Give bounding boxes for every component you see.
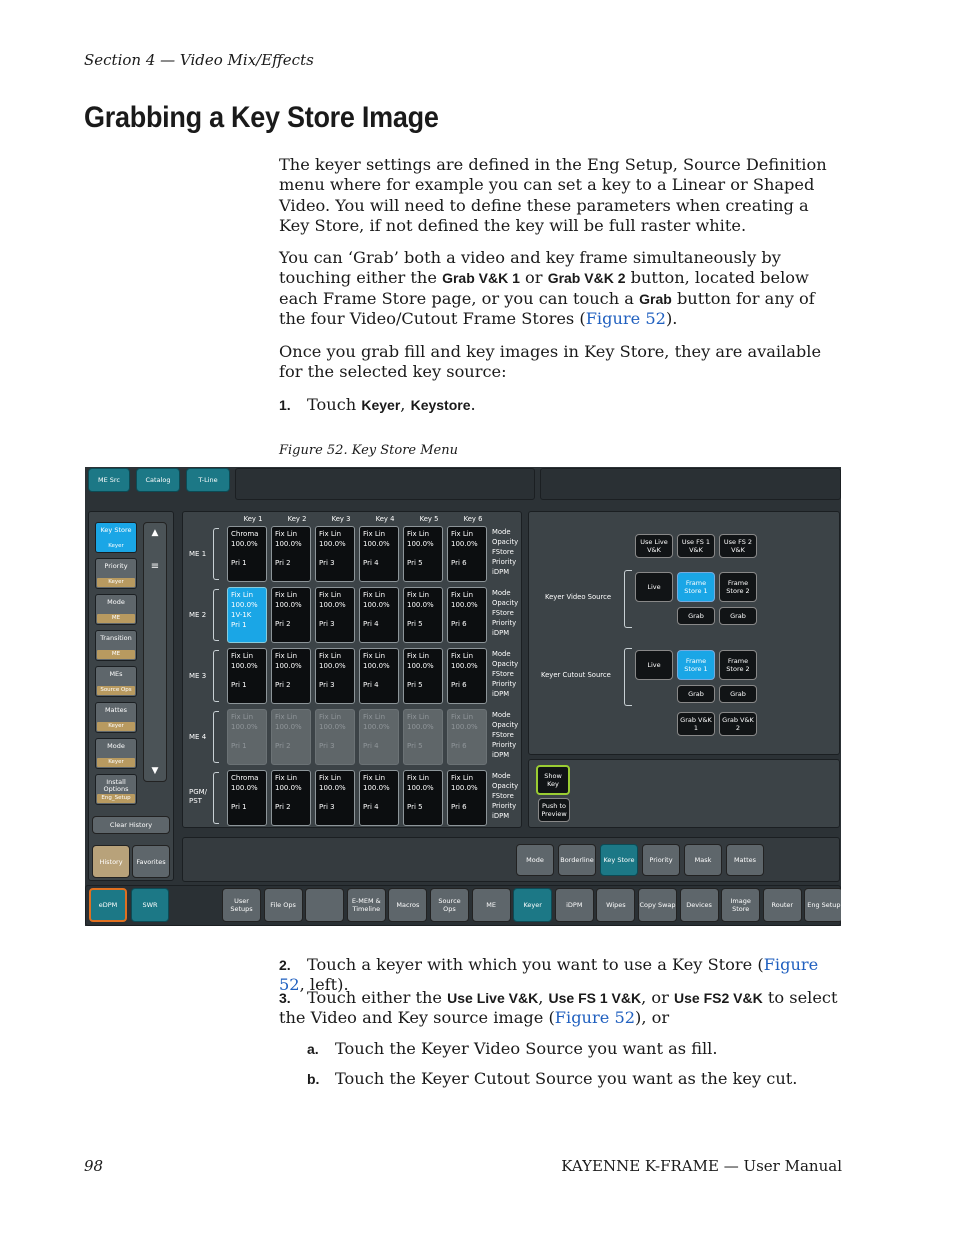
sub-tab[interactable]: Priority [642,844,680,876]
scroll-grip-icon[interactable]: ≡ [150,561,160,572]
page-title: Grabbing a Key Store Image [84,101,439,134]
keyer-cell-line: Pri 5 [407,742,423,750]
row-legend [492,588,518,638]
keyer-cell-line: Pri 2 [275,681,291,689]
keyer-cell-line: Pri 3 [319,559,335,567]
bottom-tab[interactable]: Source Ops [430,888,469,922]
paragraph-2: You can ‘Grab’ both a video and key frame simultaneously by touching either the Grab V&K 1 or Grab V&K 2 button, located below each Frame Store page, or you can touch a Grab button for any of the four Video/Cutout Frame Stores (Figure 52). [279,248,815,328]
row-bracket [213,528,219,580]
keyer-cell-line: Chroma [231,774,259,782]
row-legend-item: Priority [492,741,517,749]
keyer-cell-line: 100.0% [407,723,434,731]
keyer-cell[interactable] [359,587,399,643]
keyer-cell-line: Pri 4 [363,559,379,567]
row-legend-item: Opacity [492,538,519,546]
keyer-video-source-label: Keyer Video Source [545,593,612,601]
keyer-cell-line: Pri 2 [275,559,291,567]
sub-tab-bar [182,837,840,882]
keyer-cell-line: Fix Lin [451,530,474,538]
row-legend-item: FStore [492,792,514,800]
keyer-cell[interactable] [447,709,487,765]
keyer-cell[interactable] [447,526,487,582]
section-header: Section 4 — Video Mix/Effects [84,51,314,69]
row-bracket [213,650,219,702]
row-legend-item: FStore [492,548,514,556]
keyer-cell-line: Pri 6 [451,681,467,689]
keyer-cell[interactable] [315,648,355,704]
keyer-cell-line: Fix Lin [407,530,430,538]
keyer-cell-line: Fix Lin [451,713,474,721]
keyer-cell-line: Fix Lin [231,713,254,721]
bottom-tab[interactable]: Keyer [513,888,552,922]
swr-button[interactable]: SWR [131,888,169,922]
keyer-cell-line: Fix Lin [319,774,342,782]
keyer-cell-line: Pri 4 [363,620,379,628]
tab-me-src[interactable]: ME Src [88,468,130,492]
keyer-cell-line: Pri 5 [407,803,423,811]
keyer-cell[interactable] [271,526,311,582]
grab-vk1-button[interactable]: Grab V&K 1 [677,712,715,736]
bottom-bar [85,885,841,926]
sidebar-item-sub: ME [97,614,135,623]
tab-catalog[interactable]: Catalog [136,468,180,492]
step-2: 2. Touch a keyer with which you want to use a Key Store (Figure 52, left). [279,955,819,995]
sidebar-item[interactable] [95,594,137,625]
keyer-cell[interactable] [403,648,443,704]
sidebar [88,511,174,881]
sidebar-item-label: Mode [107,742,125,750]
keyer-cell-line: Fix Lin [363,652,386,660]
keyer-cell-line: Fix Lin [275,774,298,782]
keyer-cell-line: Pri 5 [407,620,423,628]
step-1: 1. Touch Keyer, Keystore. [279,395,476,414]
keyer-cell-line: Fix Lin [407,713,430,721]
sidebar-item[interactable] [95,558,137,589]
keyer-cell-line: Fix Lin [319,652,342,660]
row-legend-item: iDPM [492,812,510,820]
cutout-grab-fs1-button[interactable]: Grab [677,685,715,703]
row-legend-item: Priority [492,558,517,566]
keyer-cell-line: Pri 4 [363,803,379,811]
keyer-cell-line: Fix Lin [319,713,342,721]
keyer-cell[interactable] [403,587,443,643]
row-legend-item: Priority [492,680,517,688]
row-legend-item: Priority [492,619,517,627]
keyer-cell-line: Pri 4 [363,742,379,750]
cutout-frame-store-2-button[interactable]: Frame Store 2 [719,650,757,680]
sidebar-item-label: Mattes [104,706,128,714]
keyer-cell-line: Fix Lin [407,774,430,782]
keyer-cell-line: Pri 1 [231,742,247,750]
sidebar-item-sub: Source Ops [97,686,135,695]
figure-caption: Figure 52. Key Store Menu [279,443,458,458]
key-header: Key 1 [243,515,263,523]
key-header: Key 3 [331,515,351,523]
keyer-cell[interactable] [271,709,311,765]
keyer-cell[interactable] [315,709,355,765]
key-store-menu-screenshot [85,467,841,926]
sub-tab[interactable]: Mode [516,844,554,876]
sidebar-item[interactable] [95,774,137,805]
bottom-tab[interactable] [305,888,344,922]
row-legend-item: Mode [492,772,511,780]
step-3b: b. Touch the Keyer Cutout Source you want as the key cut. [307,1069,798,1088]
row-legend-item: Mode [492,589,511,597]
keyer-cell-line: Pri 1 [231,559,247,567]
key-header: Key 2 [287,515,307,523]
sidebar-item[interactable] [95,702,137,733]
row-legend-item: Opacity [492,599,519,607]
keyer-cell-line: Pri 6 [451,803,467,811]
bottom-tab[interactable]: E-MEM & Timeline [347,888,386,922]
keyer-cell-line: Fix Lin [231,591,254,599]
keyer-cell-line: 100.0% [451,784,478,792]
edpm-button[interactable]: eDPM [89,888,127,922]
row-legend [492,771,518,821]
keyer-cell[interactable] [403,526,443,582]
keyer-cell-line: 1V-1K [231,611,252,619]
keyer-cell[interactable] [271,587,311,643]
row-label: ME 3 [189,672,207,680]
paragraph-3: Once you grab fill and key images in Key Store, they are available for the selected key source: [279,342,822,382]
keyer-cell-line: 100.0% [319,784,346,792]
bottom-tab[interactable]: Eng Setup [804,888,841,922]
bottom-tab[interactable]: Devices [680,888,719,922]
row-bracket [213,772,219,824]
page-number: 98 [84,1157,104,1175]
row-legend-item: Mode [492,711,511,719]
keyer-cell-line: Pri 3 [319,803,335,811]
row-label: ME 2 [189,611,207,619]
figure-link-3[interactable]: Figure 52 [554,1008,636,1028]
keyer-cell-line: 100.0% [231,540,258,548]
video-live-button[interactable]: Live [635,572,673,602]
top-blank-panel-2 [540,468,841,500]
keyer-cell-line: Pri 6 [451,620,467,628]
keyer-cell-line: Fix Lin [319,530,342,538]
keyer-cell[interactable] [227,526,267,582]
key-header: Key 6 [463,515,483,523]
keyer-cell-line: Pri 1 [231,803,247,811]
sidebar-item-label: Mode [107,598,125,606]
keyer-cell-line: Fix Lin [451,774,474,782]
row-label: ME 4 [189,733,207,741]
keyer-cell-line: Pri 2 [275,620,291,628]
keyer-cell-line: 100.0% [231,662,258,670]
manual-title: KAYENNE K-FRAME — User Manual [561,1157,842,1175]
sidebar-item-sub: Keyer [97,578,135,587]
keyer-cell-line: Fix Lin [231,652,254,660]
keyer-cell-line: Fix Lin [319,591,342,599]
scroll-up-icon[interactable]: ▲ [151,528,159,538]
row-legend-item: FStore [492,731,514,739]
sidebar-item[interactable] [95,630,137,661]
sidebar-item-sub: Eng_Setup [97,794,135,803]
keyer-cell-line: 100.0% [319,540,346,548]
video-grab-fs1-button[interactable]: Grab [677,607,715,625]
keyer-cell[interactable] [227,709,267,765]
keyer-cell-line: Pri 1 [231,621,247,629]
keyer-cell[interactable] [447,648,487,704]
keyer-cell[interactable] [359,770,399,826]
figure-link[interactable]: Figure 52 [585,308,666,328]
keyer-cell-line: 100.0% [319,662,346,670]
video-frame-store-2-button[interactable]: Frame Store 2 [719,572,757,602]
keyer-cell[interactable] [315,587,355,643]
video-grab-fs2-button[interactable]: Grab [719,607,757,625]
keyer-cell-line: Pri 6 [451,559,467,567]
keyer-cell-line: 100.0% [407,601,434,609]
sidebar-scrollbar[interactable] [143,522,167,782]
keyer-cell-line: 100.0% [231,601,258,609]
keyer-cell-line: 100.0% [451,540,478,548]
keyer-cell-line: Fix Lin [363,774,386,782]
row-label: PGM/ PST [189,788,208,805]
keyer-cell-line: 100.0% [363,723,390,731]
sub-tab[interactable]: Mattes [726,844,764,876]
keyer-cell-line: Fix Lin [275,591,298,599]
row-legend [492,649,518,699]
row-legend-item: iDPM [492,751,510,759]
keyer-cell-line: Pri 4 [363,681,379,689]
sub-tab[interactable]: Mask [684,844,722,876]
use-live-vk-button[interactable]: Use Live V&K [635,534,673,558]
preview-panel [528,759,840,828]
use-fs2-vk-button[interactable]: Use FS 2 V&K [719,534,757,558]
row-legend-item: iDPM [492,629,510,637]
keyer-cell-line: Fix Lin [407,591,430,599]
row-legend [492,710,518,760]
top-blank-panel [235,468,535,500]
keyer-cell-line: 100.0% [275,662,302,670]
keyer-cell-line: Pri 5 [407,681,423,689]
sidebar-item-sub: Keyer [97,758,135,767]
keyer-cell-line: Pri 2 [275,742,291,750]
keyer-cell[interactable] [315,770,355,826]
cutout-frame-store-1-button[interactable]: Frame Store 1 [677,650,715,680]
keyer-cell-line: Fix Lin [275,713,298,721]
keyer-cell-line: 100.0% [407,662,434,670]
grab-vk2-button[interactable]: Grab V&K 2 [719,712,757,736]
row-legend-item: FStore [492,670,514,678]
row-legend-item: Mode [492,528,511,536]
keyer-cell[interactable] [315,526,355,582]
keyer-cell-line: 100.0% [451,601,478,609]
keyer-cutout-source-label: Keyer Cutout Source [541,671,611,679]
keyer-grid-panel [182,511,522,828]
show-key-button[interactable]: Show Key [536,765,570,795]
keyer-cell-line: 100.0% [275,540,302,548]
sub-tab[interactable]: Borderline [558,844,596,876]
keyer-cell[interactable] [227,770,267,826]
keyer-cell[interactable] [227,648,267,704]
keyer-cell-line: Fix Lin [275,530,298,538]
keyer-cell-line: 100.0% [451,662,478,670]
keyer-cell-line: Pri 5 [407,559,423,567]
row-legend-item: FStore [492,609,514,617]
key-header: Key 4 [375,515,395,523]
keyer-cell-line: Fix Lin [363,713,386,721]
keyer-source-panel [528,511,840,755]
row-legend-item: Opacity [492,721,519,729]
bottom-tab[interactable]: Wipes [596,888,635,922]
bottom-tab[interactable]: Macros [388,888,427,922]
push-to-preview-button[interactable]: Push to Preview [538,798,570,822]
bottom-tab[interactable]: Router [763,888,802,922]
row-legend [492,527,518,577]
keyer-cell[interactable] [447,770,487,826]
figure-link-2[interactable]: Figure 52 [279,955,819,995]
keyer-cell-line: 100.0% [319,601,346,609]
keyer-cell-line: 100.0% [451,723,478,731]
video-source-bracket [624,570,632,628]
bottom-tab[interactable]: File Ops [264,888,303,922]
keyer-cell-line: Fix Lin [275,652,298,660]
row-bracket [213,711,219,763]
grab-vk2-ref: Grab V&K 2 [547,270,626,287]
tab-t-line[interactable]: T-Line [186,468,230,492]
sidebar-item-label: Transition [100,634,132,642]
bottom-tab[interactable]: Image Store [721,888,760,922]
step-3: 3. Touch either the Use Live V&K, Use FS 1 V&K, or Use FS2 V&K to select the Video and Key source image (Figure 52), or [279,988,838,1028]
keyer-cell-line: 100.0% [275,723,302,731]
sidebar-item-label: Key Store [100,526,132,534]
sidebar-item-label: MEs [109,670,123,678]
row-legend-item: Priority [492,802,517,810]
keyer-cell-line: Chroma [231,530,259,538]
keyer-cell-line: Pri 2 [275,803,291,811]
keyer-cell-line: 100.0% [363,662,390,670]
keyer-cell-line: 100.0% [407,540,434,548]
clear-history-button[interactable]: Clear History [92,816,170,834]
keyer-cell[interactable] [359,709,399,765]
keyer-cell[interactable] [227,587,267,643]
keyer-cell[interactable] [359,648,399,704]
sidebar-item[interactable] [95,522,137,553]
sidebar-item[interactable] [95,738,137,769]
keyer-cell[interactable] [359,526,399,582]
sidebar-item-label: Install Options [103,778,129,793]
sidebar-item-label: Priority [104,562,128,570]
paragraph-1: The keyer settings are defined in the Eng Setup, Source Definition menu where for example you can set a key to a Linear or Shaped Video. You will need to define these parameters when creating a Key Store, if not defined the key will be full raster white. [279,155,827,235]
sidebar-item-sub: Keyer [97,722,135,731]
keyer-cell[interactable] [271,770,311,826]
row-legend-item: iDPM [492,568,510,576]
grab-vk1-ref: Grab V&K 1 [442,270,520,287]
keyer-cell-line: 100.0% [363,540,390,548]
keyer-cell-line: Pri 3 [319,742,335,750]
sidebar-item-sub: ME [97,650,135,659]
sidebar-item[interactable] [95,666,137,697]
keyer-cell-line: 100.0% [231,723,258,731]
keyer-cell-line: Pri 3 [319,620,335,628]
keyer-cell-line: 100.0% [407,784,434,792]
sidebar-item-sub: Keyer [97,542,135,551]
keyer-cell-line: Fix Lin [363,530,386,538]
step-3a: a. Touch the Keyer Video Source you want as fill. [307,1039,718,1058]
bottom-tab[interactable]: User Setups [222,888,261,922]
keyer-cell-line: Pri 1 [231,681,247,689]
keyer-cell-line: Fix Lin [363,591,386,599]
cutout-grab-fs2-button[interactable]: Grab [719,685,757,703]
keyer-cell-line: 100.0% [363,784,390,792]
grab-ref: Grab [639,290,672,307]
cutout-live-button[interactable]: Live [635,650,673,680]
keyer-cell-line: Fix Lin [451,652,474,660]
cutout-source-bracket [624,648,632,706]
row-legend-item: Opacity [492,782,519,790]
keyer-cell-line: 100.0% [275,601,302,609]
keyer-cell-line: Fix Lin [451,591,474,599]
bottom-tab[interactable]: ME [472,888,511,922]
keyer-cell-line: 100.0% [319,723,346,731]
row-legend-item: Opacity [492,660,519,668]
row-label: ME 1 [189,550,207,558]
keyer-cell[interactable] [447,587,487,643]
row-bracket [213,589,219,641]
history-button[interactable]: History [92,845,130,878]
scroll-down-icon[interactable]: ▼ [151,766,159,776]
bottom-tab[interactable]: Copy Swap [638,888,677,922]
row-legend-item: iDPM [492,690,510,698]
bottom-tab[interactable]: iDPM [555,888,594,922]
keyer-cell-line: Pri 6 [451,742,467,750]
keyer-cell-line: Fix Lin [407,652,430,660]
keyer-cell[interactable] [403,770,443,826]
row-legend-item: Mode [492,650,511,658]
favorites-button[interactable]: Favorites [132,845,170,878]
use-fs1-vk-button[interactable]: Use FS 1 V&K [677,534,715,558]
keyer-cell-line: 100.0% [363,601,390,609]
keyer-cell-line: 100.0% [231,784,258,792]
sub-tab[interactable]: Key Store [600,844,638,876]
keyer-cell-line: Pri 3 [319,681,335,689]
keyer-cell-line: 100.0% [275,784,302,792]
key-header: Key 5 [419,515,439,523]
keyer-cell[interactable] [403,709,443,765]
keyer-cell[interactable] [271,648,311,704]
video-frame-store-1-button[interactable]: Frame Store 1 [677,572,715,602]
